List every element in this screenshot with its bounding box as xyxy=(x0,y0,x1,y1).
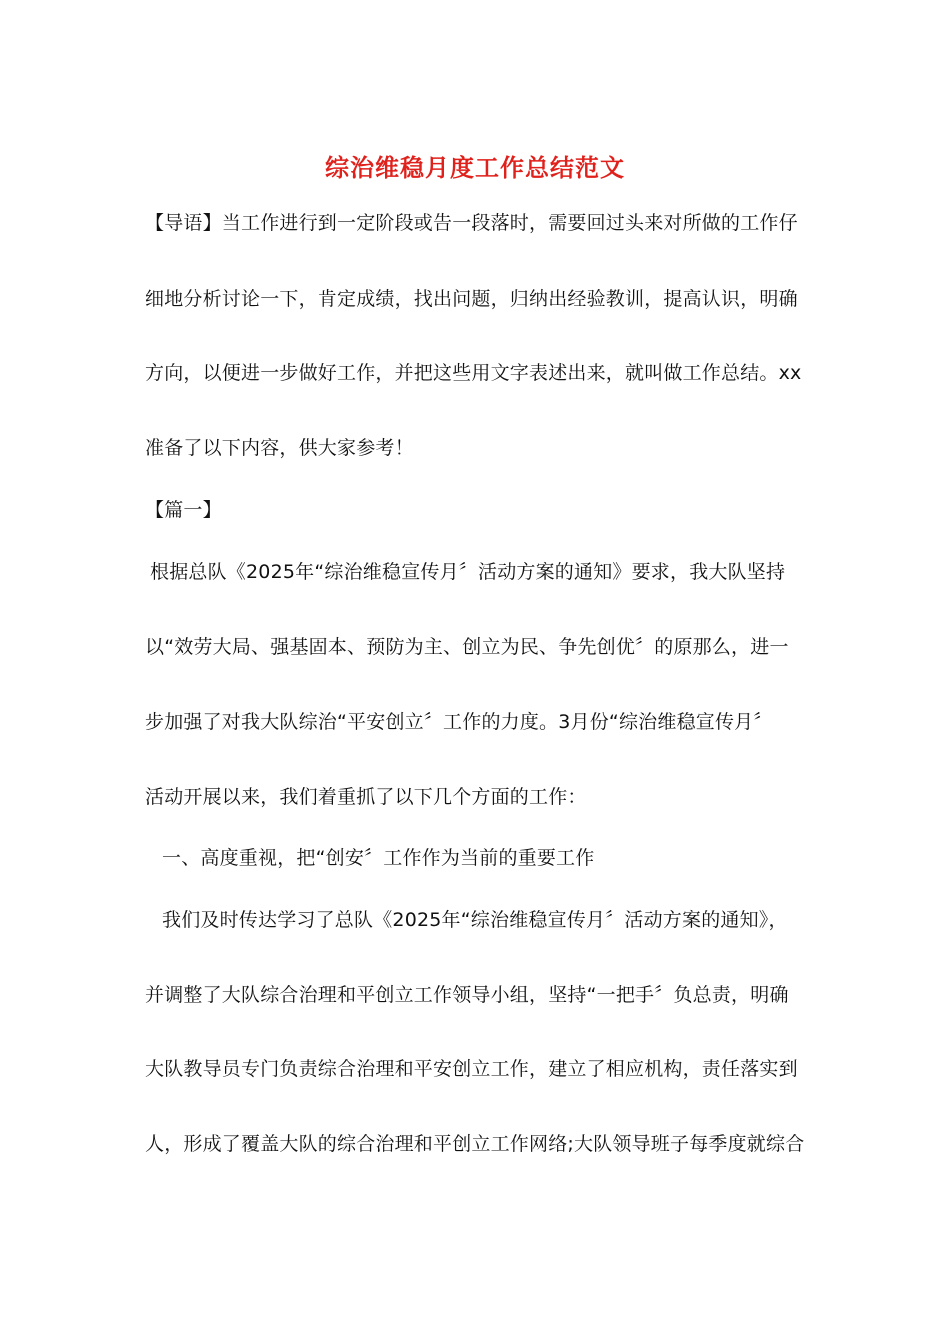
paragraph-line: 活动开展以来，我们着重抓了以下几个方面的工作： xyxy=(145,786,587,808)
paragraph-line: 准备了以下内容，供大家参考！ xyxy=(145,437,414,459)
document-title: 综治维稳月度工作总结范文 xyxy=(325,153,625,182)
paragraph-line: 并调整了大队综合治理和平创立工作领导小组，坚持“一把手〞负总责，明确 xyxy=(145,984,789,1006)
paragraph-line: 细地分析讨论一下，肯定成绩，找出问题，归纳出经验教训，提高认识，明确 xyxy=(145,288,798,310)
paragraph-line: 步加强了对我大队综治“平安创立〞工作的力度。3月份“综治维稳宣传月〞 xyxy=(145,711,773,733)
paragraph-line: 【导语】当工作进行到一定阶段或告一段落时，需要回过头来对所做的工作仔 xyxy=(145,212,798,234)
paragraph-line: 方向，以便进一步做好工作，并把这些用文字表述出来，就叫做工作总结。xx xyxy=(145,362,802,384)
paragraph-line: 以“效劳大局、强基固本、预防为主、创立为民、争先创优〞的原那么，进一 xyxy=(145,636,789,658)
section-heading: 【篇一】 xyxy=(145,499,222,521)
paragraph-line: 人，形成了覆盖大队的综合治理和平创立工作网络;大队领导班子每季度就综合 xyxy=(145,1133,805,1155)
paragraph-line: 大队教导员专门负责综合治理和平安创立工作，建立了相应机构，责任落实到 xyxy=(145,1058,798,1080)
paragraph-line: 根据总队《2025年“综治维稳宣传月〞活动方案的通知》要求，我大队坚持 xyxy=(150,561,786,583)
paragraph-line: 我们及时传达学习了总队《2025年“综治维稳宣传月〞活动方案的通知》， xyxy=(162,909,788,931)
subsection-heading: 一、高度重视，把“创安〞工作作为当前的重要工作 xyxy=(162,847,595,869)
